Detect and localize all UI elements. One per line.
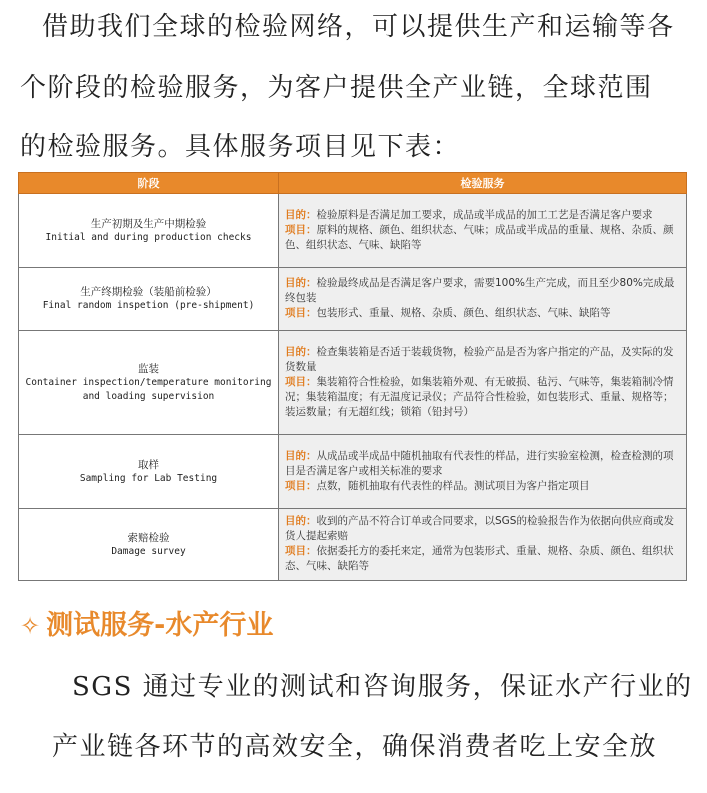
inspection-services-table <box>18 172 687 581</box>
purpose-label: 目的： <box>285 449 317 462</box>
stage-cell <box>19 331 279 435</box>
section-title: 测试服务-水产行业 <box>46 610 274 641</box>
table-row <box>19 509 687 581</box>
stage-name-en: Initial and during production checks <box>45 231 252 243</box>
items-label: 项目： <box>285 223 317 236</box>
stage-name-en: Final random inspetion (pre-shipment) <box>42 300 255 311</box>
service-cell <box>279 435 687 509</box>
table-header-row <box>19 173 687 194</box>
header-service: 检验服务 <box>279 173 687 194</box>
items-label: 项目： <box>285 479 317 492</box>
purpose-text: 收到的产品不符合订单或合同要求，以SGS的检验报告作为依据向供应商或发货人提起索赔 <box>285 515 674 542</box>
intro-paragraph <box>20 0 690 165</box>
stage-name-en: Damage survey <box>111 545 186 557</box>
stage-name-cn: 索赔检验 <box>127 531 170 544</box>
stage-name-cn: 生产初期及生产中期检验 <box>90 217 207 230</box>
purpose-label: 目的： <box>285 208 317 221</box>
stage-cell <box>19 435 279 509</box>
purpose-text: 检验原料是否满足加工要求，成品或半成品的加工工艺是否满足客户要求 <box>316 208 653 221</box>
purpose-text: 检验最终成品是否满足客户要求，需要100%生产完成，而且至少80%完成最终包装 <box>285 277 675 304</box>
stage-name-cn: 生产终期检验（装船前检验） <box>80 286 217 298</box>
items-text: 原料的规格、颜色、组织状态、气味；成品或半成品的重量、规格、杂质、颜色、组织状态、气味、缺陷等 <box>285 223 674 251</box>
stage-cell <box>19 194 279 268</box>
outro-line: 产业链各环节的高效安全，确保消费者吃上安全放 <box>52 732 658 762</box>
stage-name-cn: 取样 <box>138 458 159 471</box>
table-row <box>19 435 687 509</box>
stage-name-cn: 监装 <box>138 362 159 375</box>
service-cell <box>279 194 687 268</box>
items-label: 项目： <box>285 375 317 388</box>
stage-name-en: Sampling for Lab Testing <box>79 472 218 484</box>
items-text: 包装形式、重量、规格、杂质、颜色、组织状态、气味、缺陷等 <box>316 307 611 319</box>
stage-name-en: Container inspection/temperature monitoring and loading supervision <box>25 376 272 402</box>
purpose-label: 目的： <box>285 345 317 358</box>
items-text: 集装箱符合性检验，如集装箱外观、有无破损、毡污、气味等，集装箱制冷情况；集装箱温度；有无温度记录仪；产品符合性检验，如包装形式、重量、规格等；装运数量；有无超红线；锁箱（铅封号） <box>285 375 674 418</box>
stage-cell <box>19 509 279 581</box>
stage-cell <box>19 268 279 331</box>
table-row <box>19 331 687 435</box>
diamond-bullet-icon: ✧ <box>20 612 41 640</box>
outro-line: SGS 通过专业的测试和咨询服务，保证水产行业的 <box>72 672 693 702</box>
purpose-text: 从成品或半成品中随机抽取有代表性的样品，进行实验室检测，检查检测的项目是否满足客户或相关标准的要求 <box>285 449 674 477</box>
items-text: 依据委托方的委托来定，通常为包装形式、重量、规格、杂质、颜色、组织状态、气味、缺陷等 <box>285 545 674 572</box>
items-text: 点数，随机抽取有代表性的样品。测试项目为客户指定项目 <box>316 479 590 492</box>
purpose-label: 目的： <box>285 515 317 527</box>
intro-line: 的检验服务。具体服务项目见下表： <box>20 132 461 162</box>
table-row <box>19 194 687 268</box>
purpose-label: 目的： <box>285 277 317 289</box>
items-label: 项目： <box>285 545 317 557</box>
purpose-text: 检查集装箱是否适于装载货物，检验产品是否为客户指定的产品，及实际的发货数量 <box>285 345 674 373</box>
intro-line: 借助我们全球的检验网络，可以提供生产和运输等各 <box>42 12 675 42</box>
table-row <box>19 268 687 331</box>
intro-line: 个阶段的检验服务，为客户提供全产业链，全球范围 <box>20 73 653 103</box>
service-cell <box>279 331 687 435</box>
service-cell <box>279 509 687 581</box>
header-stage: 阶段 <box>19 173 279 194</box>
section-heading <box>20 603 273 642</box>
outro-paragraph <box>20 660 693 790</box>
service-cell <box>279 268 687 331</box>
items-label: 项目： <box>285 307 317 319</box>
